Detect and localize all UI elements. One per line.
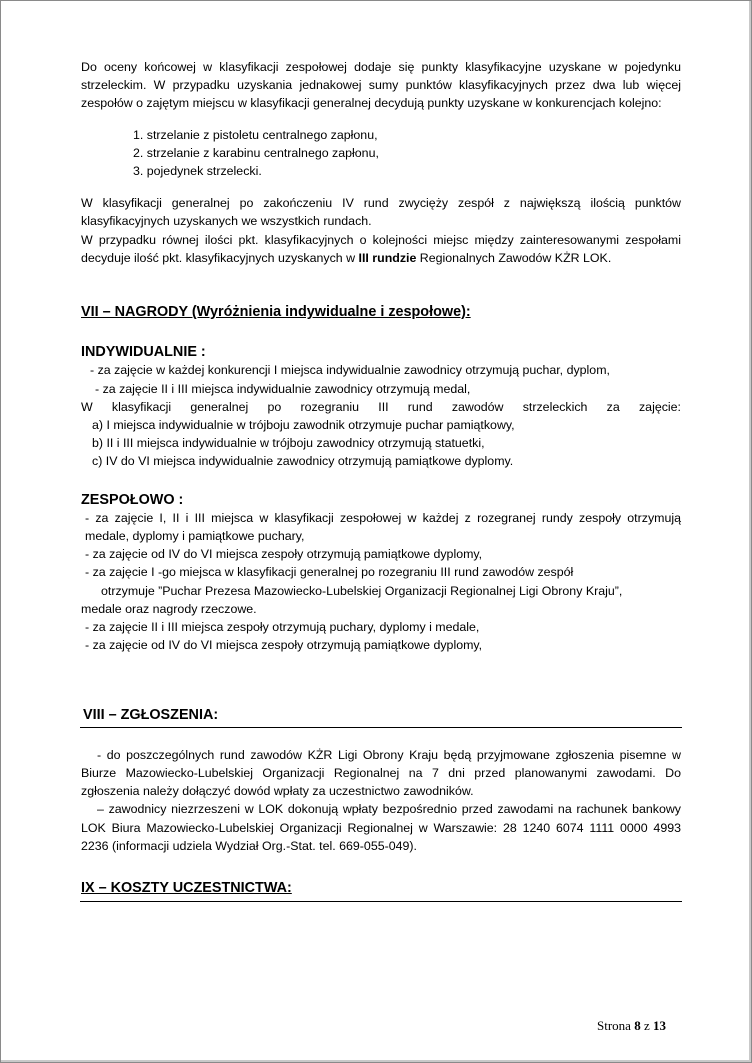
list-item: - za zajęcie I, II i III miejsca w klasyfikacji zespołowej w każdej z rozegranej rundy zespoły otrzymują medale, dyplomy i pamiątkowe puchary,: [85, 510, 681, 544]
list-item: - za zajęcie od IV do VI miejsca zespoły otrzymują pamiątkowe dyplomy,: [85, 638, 483, 653]
registration-paragraph: - do poszczególnych rund zawodów KŻR Ligi Obrony Kraju będą przyjmowane zgłoszenia pisemne w Biurze Mazowiecko-Lubelskiej Organizacji Regionalnej na 7 dni przed planowanymi zawodami. Do zgłoszenia należy dołączyć dowód wpłaty za uczestnictwo zawodników.: [81, 747, 681, 799]
list-item: - za zajęcie w każdej konkurencji I miejsca indywidualnie zawodnicy otrzymują puchar, dyplom,: [90, 363, 610, 378]
general-classification-paragraph: W klasyfikacji generalnej po zakończeniu IV rund zwycięży zespół z największą ilością punktów klasyfikacyjnych uzyskanych we wszystkich rundach.: [81, 196, 681, 229]
list-item: a) I miejsca indywidualnie w trójboju zawodnik otrzymuje puchar pamiątkowy,: [92, 418, 515, 433]
payment-paragraph: – zawodnicy niezrzeszeni w LOK dokonują wpłaty bezpośrednio przed zawodami na rachunek bankowy LOK Biura Mazowiecko-Lubelskiej Organizacji Regionalnej w Warszawie: 28 1240 6074 1111 0000 4993 2236 (informacji udziela Wydział Org.-Stat. tel. 669-055-049).: [81, 802, 681, 853]
round-emphasis: III rundzie: [358, 250, 417, 265]
tiebreak-list: [133, 126, 681, 181]
section-divider: [80, 901, 682, 902]
individual-heading: INDYWIDUALNIE :: [81, 344, 206, 361]
individual-list: [81, 361, 681, 470]
section-9-heading: IX – KOSZTY UCZESTNICTWA:: [81, 879, 292, 896]
list-item: b) II i III miejsca indywidualnie w trójboju zawodnicy otrzymują statuetki,: [92, 436, 485, 451]
team-list: [81, 509, 681, 655]
list-item: - za zajęcie od IV do VI miejsca zespoły otrzymują pamiątkowe dyplomy,: [85, 547, 483, 562]
list-item: - za zajęcie I -go miejsca w klasyfikacji generalnej po rozegraniu III rund zawodów zespół: [85, 565, 574, 580]
list-item: 1. strzelanie z pistoletu centralnego zapłonu,: [133, 127, 378, 142]
tie-paragraph: W przypadku równej ilości pkt. klasyfikacyjnych o kolejności miejsc między zainteresowanymi zespołami decyduje ilość pkt. klasyfikacyjnych uzyskanych w III rundzie Regionalnych Zawodów KŻR LOK.: [81, 232, 681, 265]
list-item: c) IV do VI miejsca indywidualnie zawodnicy otrzymują pamiątkowe dyplomy.: [92, 454, 514, 469]
list-item: 3. pojedynek strzelecki.: [133, 164, 262, 179]
list-item: 2. strzelanie z karabinu centralnego zapłonu,: [133, 145, 379, 160]
section-7-heading: VII – NAGRODY (Wyróżnienia indywidualne i zespołowe):: [81, 304, 471, 321]
section-8-heading: VIII – ZGŁOSZENIA:: [83, 707, 219, 724]
intro-paragraph: Do oceny końcowej w klasyfikacji zespołowej dodaje się punkty klasyfikacyjne uzyskane w pojedynku strzeleckim. W przypadku uzyskania jednakowej sumy punktów klasyfikacyjnych przez dwa lub więcej zespołów o zajętym miejscu w klasyfikacji generalnej decydują punkty uzyskane w konkurencjach kolejno:: [81, 60, 681, 111]
list-item: W klasyfikacji generalnej po rozegraniu III rund zawodów strzeleckich za zajęcie:: [81, 399, 681, 414]
list-item: medale oraz nagrody rzeczowe.: [81, 601, 257, 616]
page-number: Strona 8 z 13: [597, 1018, 666, 1033]
document-page: [81, 58, 681, 902]
list-item: - za zajęcie II i III miejsca indywidualnie zawodnicy otrzymują medal,: [95, 381, 471, 396]
list-item: - za zajęcie II i III miejsca zespoły otrzymują puchary, dyplomy i medale,: [85, 620, 480, 635]
team-heading: ZESPOŁOWO :: [81, 491, 184, 508]
list-item: otrzymuje ”Puchar Prezesa Mazowiecko-Lubelskiej Organizacji Regionalnej Ligi Obrony Kraju”,: [101, 583, 623, 598]
